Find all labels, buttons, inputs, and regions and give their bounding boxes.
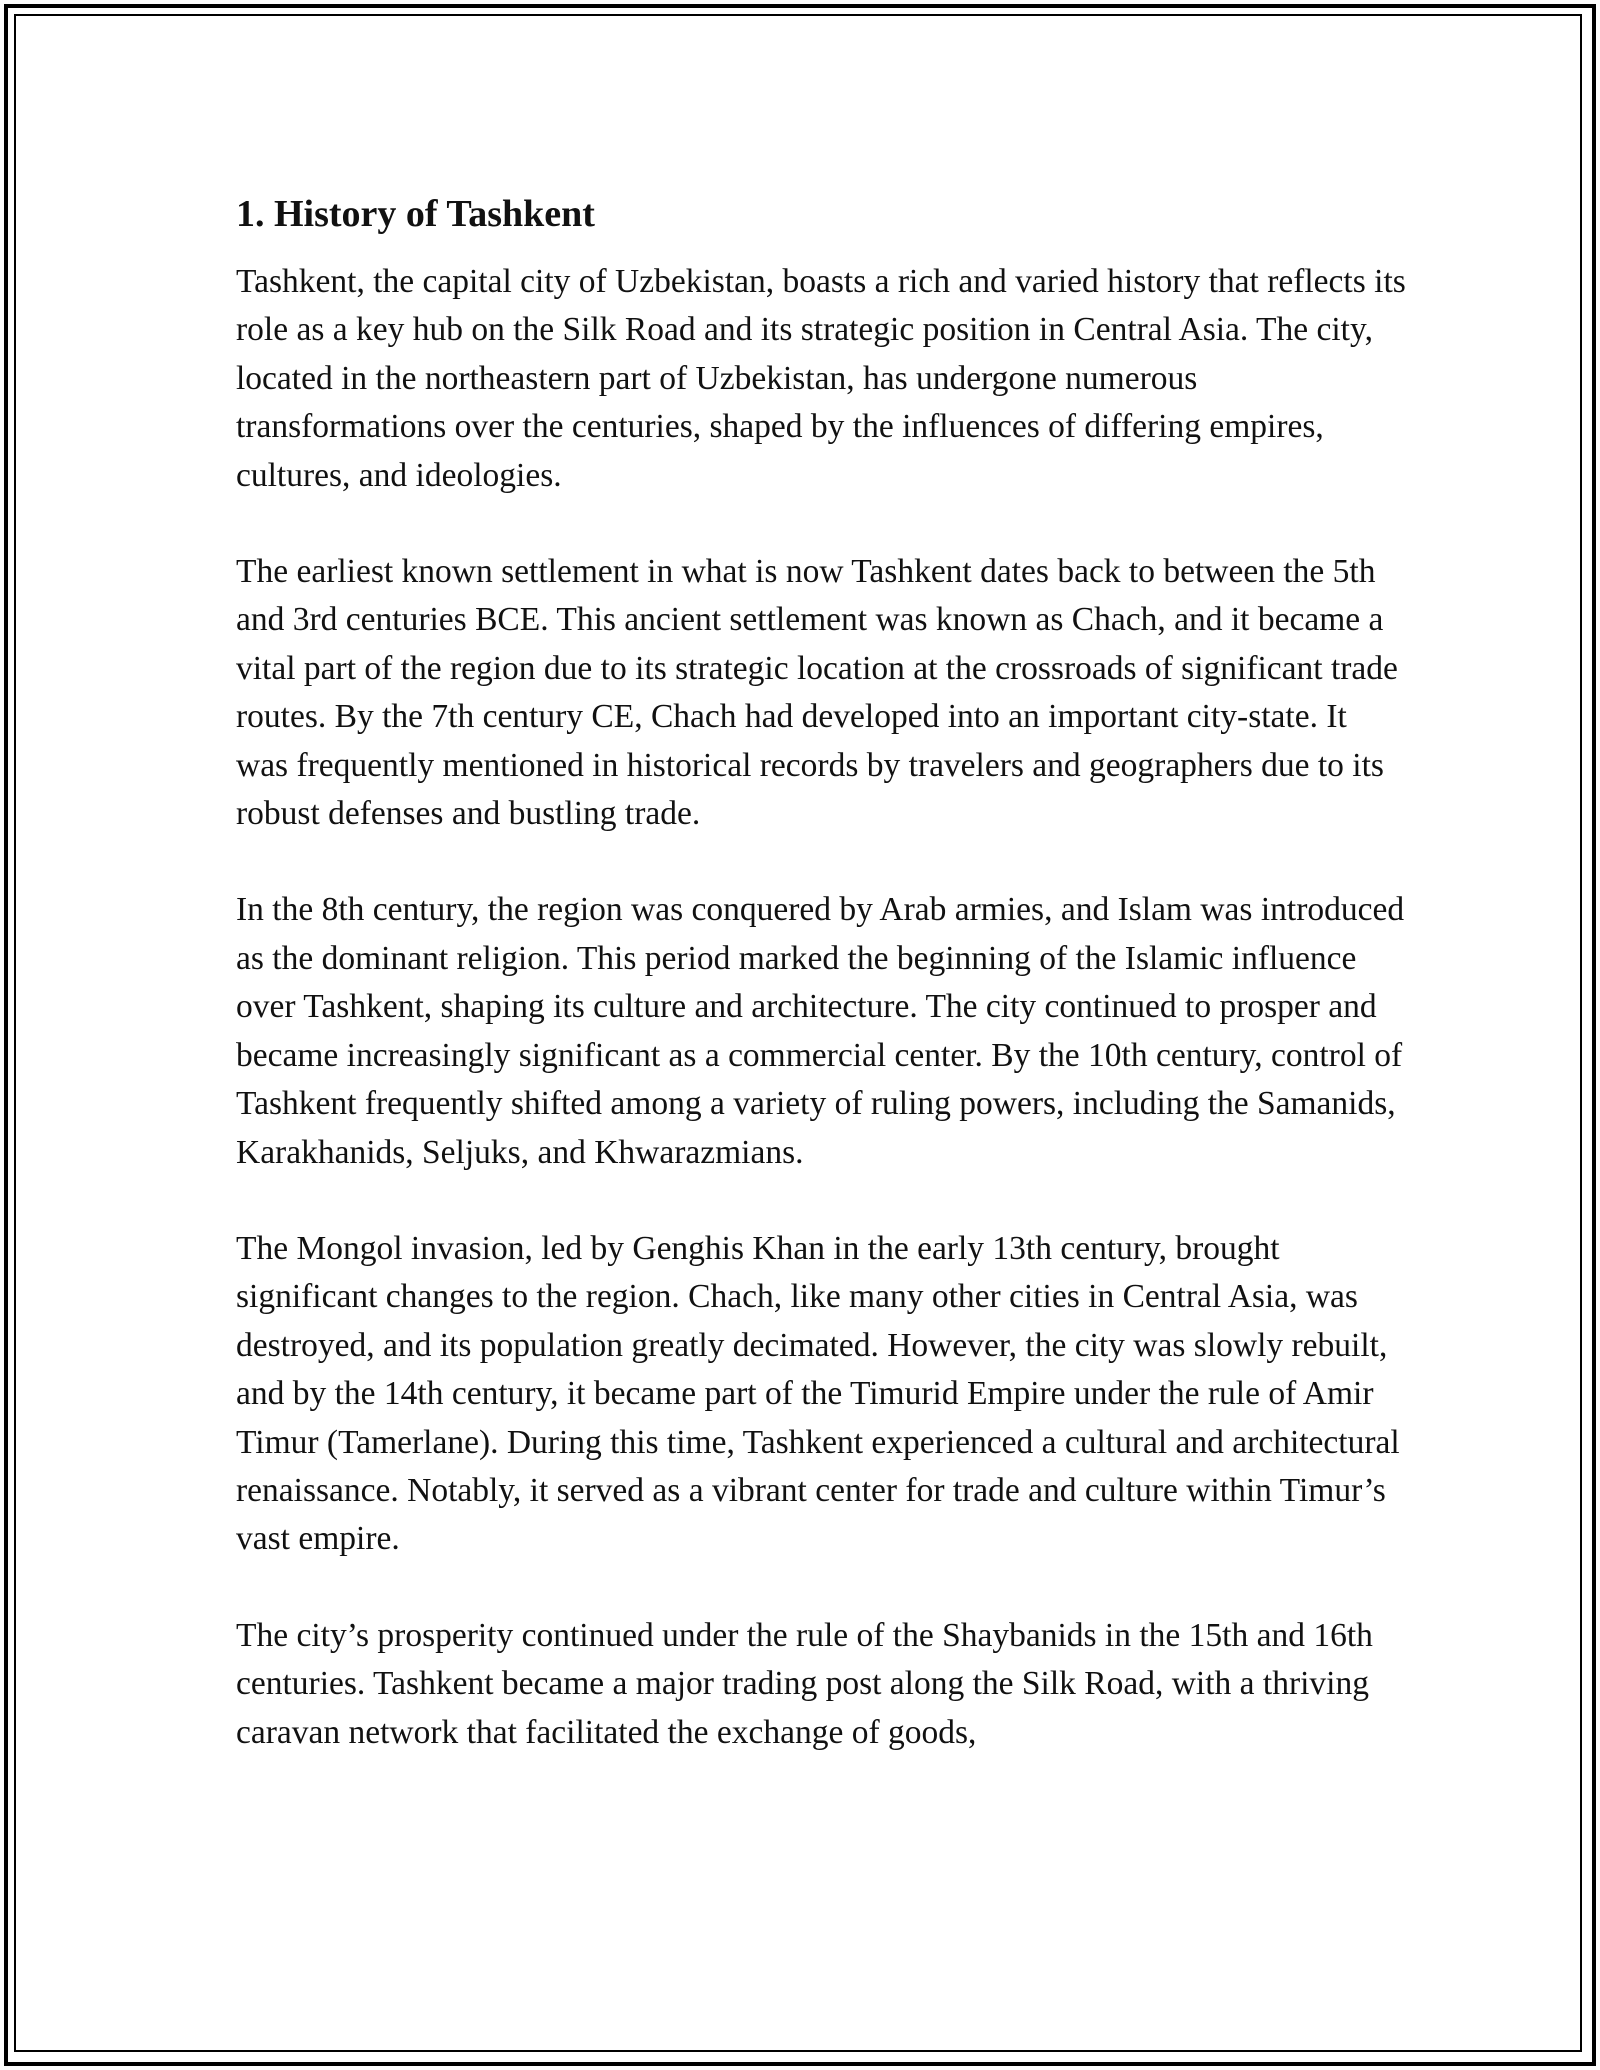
section-heading: 1. History of Tashkent [236,193,595,235]
paragraph-earliest-settlement: The earliest known settlement in what is now Tashkent dates back to between the 5th and 3rd centuries BCE. This ancient settlement was known as Chach, and it became a vital part of the region due to its strategic location at the crossroads of significant trade routes. By the 7th century CE, Chach had developed into an important city-state. It was frequently mentioned in historical records by travelers and geographers due to its robust defenses and bustling trade. [236,553,1398,833]
paragraph-introduction: Tashkent, the capital city of Uzbekistan, boasts a rich and varied history that reflects its role as a key hub on the Silk Road and its strategic position in Central Asia. The city, located in the northeastern part of Uzbekistan, has undergone numerous transformations over the centuries, shaped by the influences of differing empires, cultures, and ideologies. [236,263,1406,494]
paragraph-shaybanids: The city’s prosperity continued under the rule of the Shaybanids in the 15th and 16th centuries. Tashkent became a major trading post along the Silk Road, with a thriving caravan network that facilitated the exchange of goods, [236,1616,1373,1751]
paragraph-arab-conquest: In the 8th century, the region was conquered by Arab armies, and Islam was introduced as the dominant religion. This period marked the beginning of the Islamic influence over Tashkent, shaping its culture and architecture. The city continued to prosper and became increasingly significant as a commercial center. By the 10th century, control of Tashkent frequently shifted among a variety of ruling powers, including the Samanids, Karakhanids, Seljuks, and Khwarazmians. [236,891,1405,1171]
paragraph-mongol-invasion: The Mongol invasion, led by Genghis Khan in the early 13th century, brought significant changes to the region. Chach, like many other cities in Central Asia, was destroyed, and its population greatly decimated. However, the city was slowly rebuilt, and by the 14th century, it became part of the Timurid Empire under the rule of Amir Timur (Tamerlane). During this time, Tashkent experienced a cultural and architectural renaissance. Notably, it served as a vibrant center for trade and culture within Timur’s vast empire. [236,1229,1400,1558]
document-body [236,182,1406,1805]
